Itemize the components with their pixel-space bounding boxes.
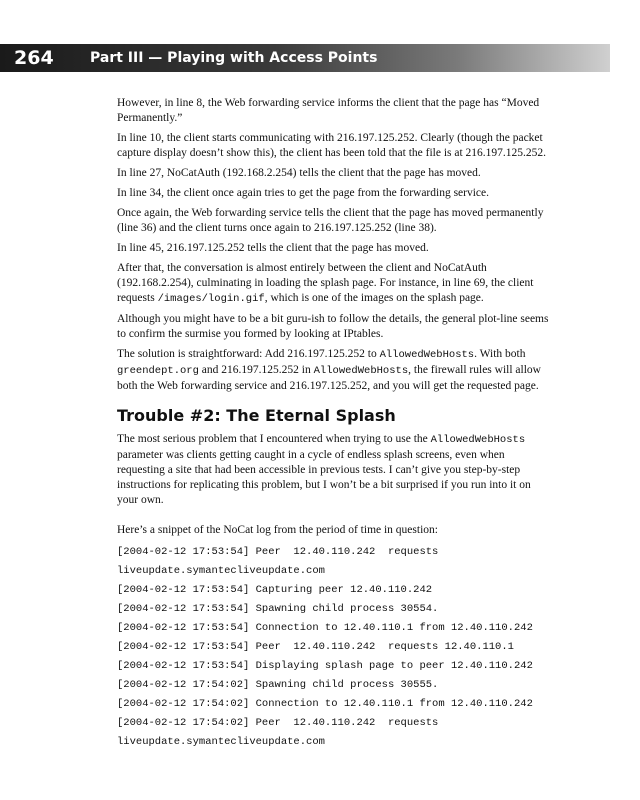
code-listing bbox=[117, 543, 552, 752]
log-line: liveupdate.symantecliveupdate.com bbox=[117, 736, 325, 748]
running-head: Part III — Playing with Access Points bbox=[90, 50, 378, 66]
log-line: [2004-02-12 17:54:02] Connection to 12.40.110.1 from 12.40.110.242 bbox=[117, 698, 533, 710]
paragraph: Here’s a snippet of the NoCat log from the period of time in question: bbox=[117, 524, 438, 536]
inline-code: /images/login.gif bbox=[157, 293, 265, 305]
text-run: , the firewall rules will allow both the Web forwarding service and 216.197.125.252, and you will get the requested page. bbox=[117, 364, 541, 392]
log-line: [2004-02-12 17:53:54] Capturing peer 12.40.110.242 bbox=[117, 584, 433, 596]
text-run: parameter was clients getting caught in a cycle of endless splash screens, even when requesting a site that had been accessible in previous tests. I can’t give you step-by-step instructions for replicating this problem, but I won’t be a bit surprised if you run into it on your own. bbox=[117, 449, 531, 506]
paragraph: In line 45, 216.197.125.252 tells the client that the page has moved. bbox=[117, 242, 429, 254]
log-line: [2004-02-12 17:53:54] Peer 12.40.110.242 requests 12.40.110.1 bbox=[117, 641, 514, 653]
log-line: [2004-02-12 17:54:02] Spawning child process 30555. bbox=[117, 679, 439, 691]
spacer bbox=[117, 513, 552, 523]
inline-code: AllowedWebHosts bbox=[430, 434, 526, 446]
inline-code: AllowedWebHosts bbox=[313, 365, 409, 377]
log-line: [2004-02-12 17:53:54] Displaying splash page to peer 12.40.110.242 bbox=[117, 660, 533, 672]
log-line: [2004-02-12 17:53:54] Spawning child process 30554. bbox=[117, 603, 439, 615]
text-run: The most serious problem that I encountered when trying to use the bbox=[117, 433, 431, 445]
paragraph bbox=[117, 432, 552, 508]
log-line: [2004-02-12 17:53:54] Connection to 12.40.110.1 from 12.40.110.242 bbox=[117, 622, 533, 634]
paragraph: However, in line 8, the Web forwarding service informs the client that the page has “Moved Permanently.” bbox=[117, 97, 540, 124]
paragraph: In line 10, the client starts communicating with 216.197.125.252. Clearly (though the packet capture display doesn’t show this), the client has been told that the file is at 216.197.125.252. bbox=[117, 132, 547, 159]
inline-code: greendept.org bbox=[117, 365, 199, 377]
paragraph: Once again, the Web forwarding service tells the client that the page has moved permanently (line 36) and the client turns once again to 216.197.125.252 (line 38). bbox=[117, 207, 544, 234]
log-line: liveupdate.symantecliveupdate.com bbox=[117, 565, 325, 577]
log-line: [2004-02-12 17:54:02] Peer 12.40.110.242 requests bbox=[117, 717, 439, 729]
text-run: , which is one of the images on the splash page. bbox=[264, 292, 484, 304]
paragraph: In line 27, NoCatAuth (192.168.2.254) tells the client that the page has moved. bbox=[117, 167, 481, 179]
text-run: The solution is straightforward: Add 216.197.125.252 to bbox=[117, 348, 380, 360]
paragraph bbox=[117, 347, 552, 394]
text-run: . With both bbox=[474, 348, 526, 360]
text-run: After that, the conversation is almost entirely between the client and NoCatAuth (192.168.2.254), culminating in loading the splash page. For instance, in line 69, the client requests bbox=[117, 262, 534, 304]
text-run: and 216.197.125.252 in bbox=[198, 364, 314, 376]
section-heading: Trouble #2: The Eternal Splash bbox=[117, 406, 396, 425]
page-number: 264 bbox=[14, 47, 54, 69]
inline-code: AllowedWebHosts bbox=[379, 349, 475, 361]
page-body bbox=[117, 96, 552, 752]
log-line: [2004-02-12 17:53:54] Peer 12.40.110.242 requests bbox=[117, 546, 439, 558]
paragraph: Although you might have to be a bit guru-ish to follow the details, the general plot-line seems to confirm the surmise you formed by looking at IPtables. bbox=[117, 313, 549, 340]
paragraph: In line 34, the client once again tries to get the page from the forwarding service. bbox=[117, 187, 490, 199]
paragraph bbox=[117, 261, 552, 307]
